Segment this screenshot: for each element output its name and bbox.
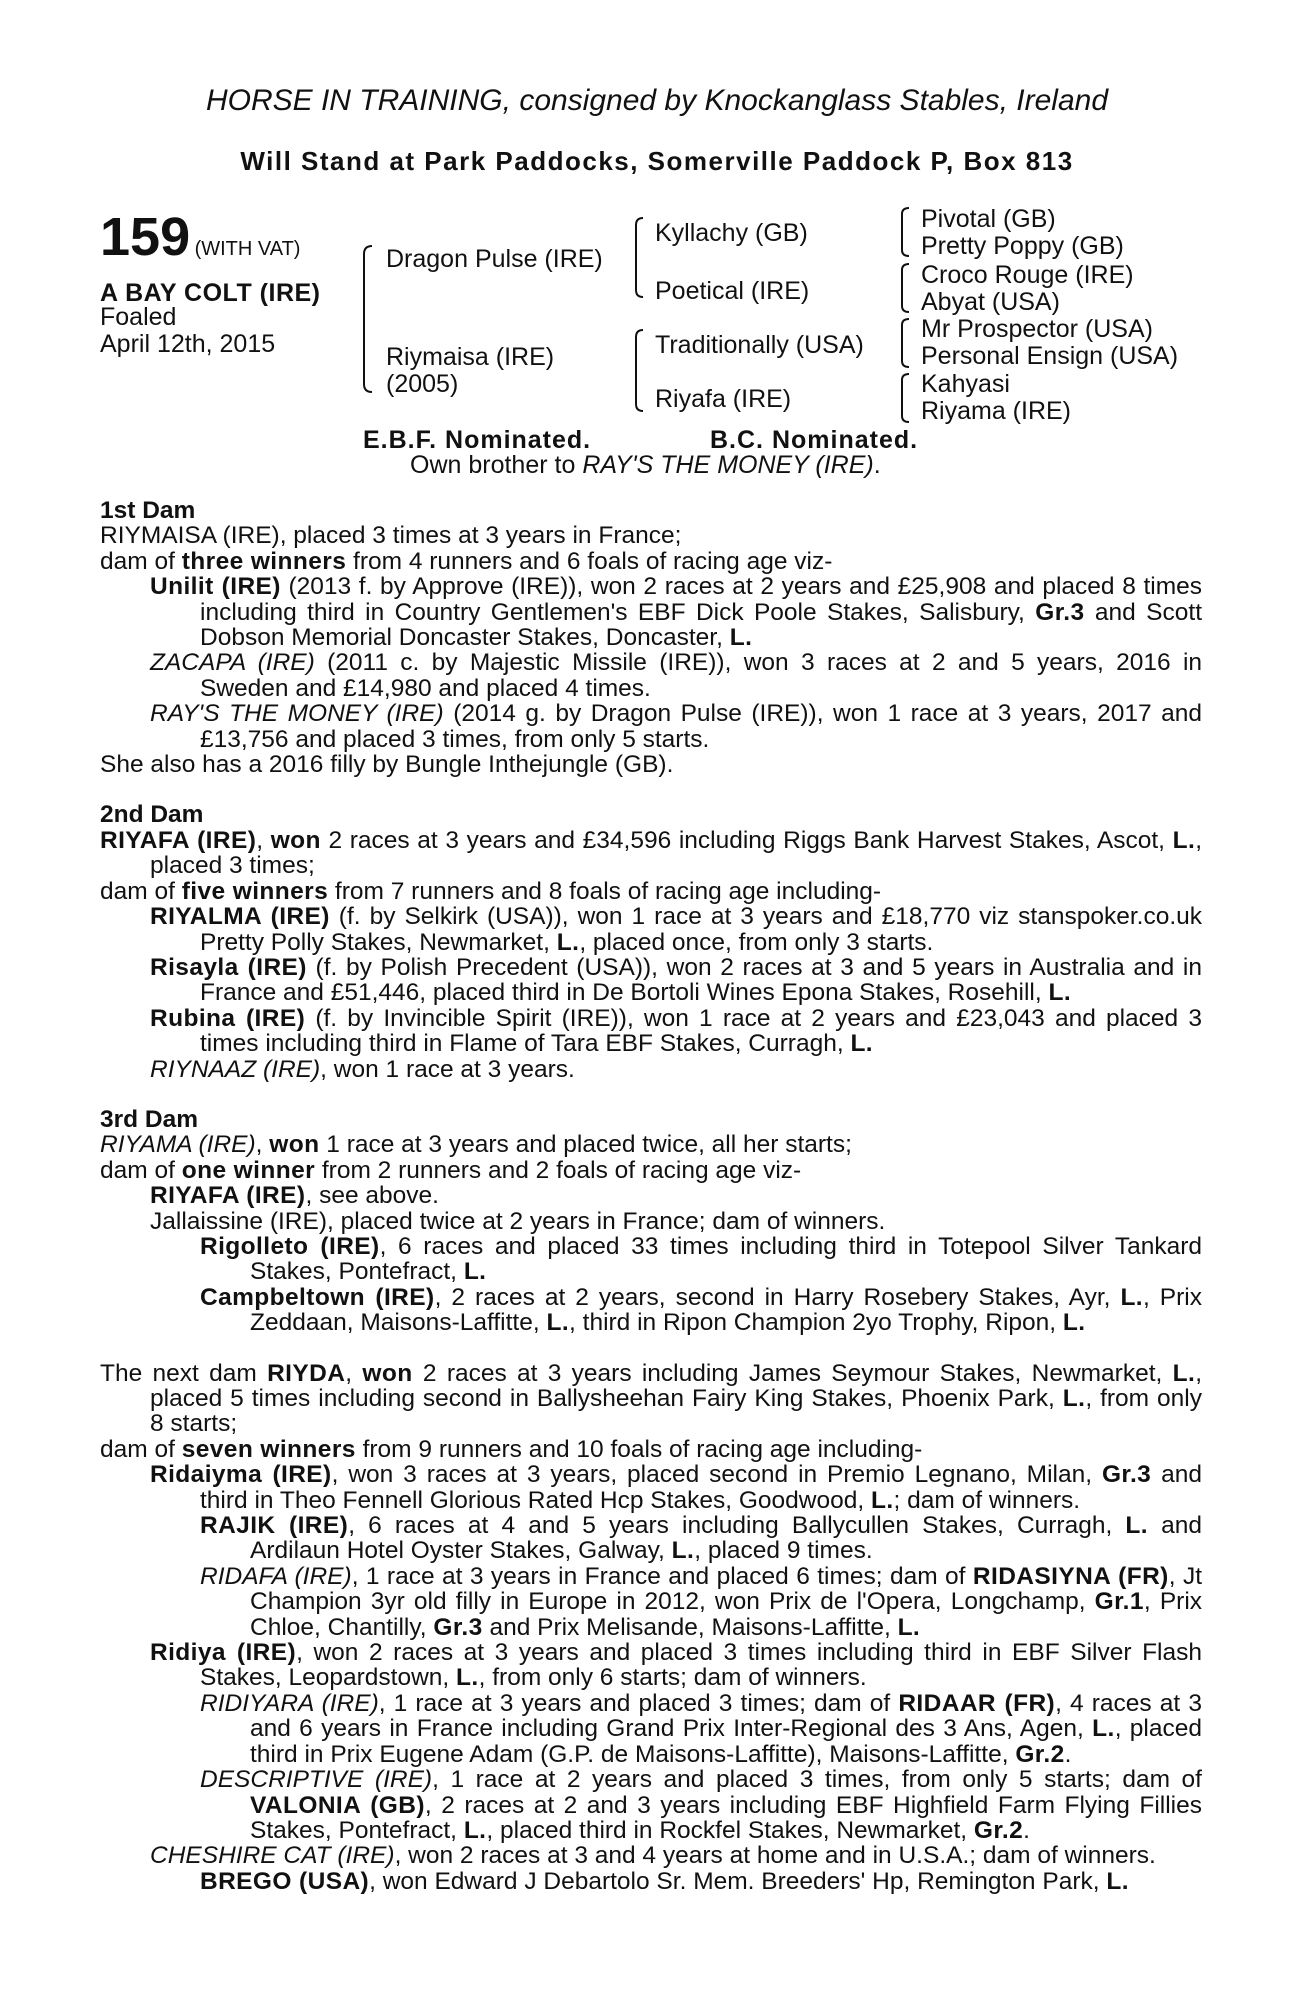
pedigree-bracket-gg1 [898, 206, 912, 258]
horse-description: A BAY COLT (IRE) [100, 279, 321, 307]
pedigree-gg8: Riyama (IRE) [921, 397, 1072, 425]
pedigree-gg3: Croco Rouge (IRE) [921, 261, 1134, 289]
produce-entry: Jallaissine (IRE), placed twice at 2 years in France; dam of winners. [150, 1207, 886, 1235]
pedigree-gg7: Kahyasi [921, 370, 1010, 398]
foaled-date: April 12th, 2015 [100, 330, 276, 358]
produce-entry: Unilit (IRE) (2013 f. by Approve (IRE)), won 2 races at 2 years and £25,908 and placed 8 times including third in Country Gentlemen's EBF Dick Poole Stakes, Salisbury, Gr.3 and Scott Dobson Memorial Doncaster Stakes, Doncaster, L. [150, 573, 1203, 652]
pedigree-dam: Riymaisa (IRE) [386, 343, 555, 371]
own-brother-note: Own brother to RAY'S THE MONEY (IRE). [410, 451, 881, 479]
pedigree-gg2: Pretty Poppy (GB) [921, 232, 1124, 260]
dam-line: RIYAMA (IRE), won 1 race at 3 years and placed twice, all her starts; [100, 1131, 852, 1159]
produce-line: dam of seven winners from 9 runners and 10 foals of racing age including- [100, 1435, 923, 1463]
note-line: She also has a 2016 filly by Bungle Inthejungle (GB). [100, 751, 674, 779]
pedigree-dam-year: (2005) [386, 370, 459, 398]
produce-line: dam of three winners from 4 runners and 6 foals of racing age viz- [100, 547, 833, 575]
produce-line: dam of five winners from 7 runners and 8 foals of racing age including- [100, 877, 882, 905]
pedigree-dam-dam: Riyafa (IRE) [655, 385, 792, 413]
grand-produce-entry: Campbeltown (IRE), 2 races at 2 years, second in Harry Rosebery Stakes, Ayr, L., Prix Zeddaan, Maisons-Laffitte, L., third in Ripon Champion 2yo Trophy, Ripon, L. [200, 1283, 1203, 1337]
pedigree-gg5: Mr Prospector (USA) [921, 315, 1153, 343]
foaled-label: Foaled [100, 303, 177, 331]
stand-location: Will Stand at Park Paddocks, Somerville Paddock P, Box 813 [240, 146, 1074, 176]
dam-line: The next dam RIYDA, won 2 races at 3 years including James Seymour Stakes, Newmarket, L., placed 5 times including second in Ballysheehan Fairy King Stakes, Phoenix Park, L., from only 8 starts; [100, 1359, 1203, 1438]
pedigree-gg4: Abyat (USA) [921, 288, 1060, 316]
lot-number-line [100, 206, 300, 268]
second-dam-section [100, 802, 1202, 1081]
grand-produce-entry: RAJIK (IRE), 6 races at 4 and 5 years including Ballycullen Stakes, Curragh, L. and Ardilaun Hotel Oyster Stakes, Galway, L., placed 9 times. [200, 1512, 1202, 1565]
lot-number: 159 [100, 207, 191, 267]
pedigree-sire: Dragon Pulse (IRE) [386, 245, 603, 273]
grand-produce-entry: BREGO (USA), won Edward J Debartolo Sr. Mem. Breeders' Hp, Remington Park, L. [200, 1867, 1129, 1895]
section-heading: 2nd Dam [100, 801, 204, 829]
third-dam-section [100, 1107, 1202, 1336]
produce-entry: RAY'S THE MONEY (IRE) (2014 g. by Dragon Pulse (IRE)), won 1 race at 3 years, 2017 and £13,756 and placed 3 times, from only 5 starts. [150, 700, 1202, 753]
produce-entry: RIYNAAZ (IRE), won 1 race at 3 years. [150, 1055, 575, 1083]
produce-entry: Ridiya (IRE), won 2 races at 3 years and placed 3 times including third in EBF Silver Flash Stakes, Leopardstown, L., from only 6 starts; dam of winners. [150, 1639, 1202, 1692]
produce-entry: CHESHIRE CAT (IRE), won 2 races at 3 and 4 years at home and in U.S.A.; dam of winners. [150, 1842, 1156, 1870]
pedigree-gg6: Personal Ensign (USA) [921, 342, 1179, 370]
pedigree-bracket-sire-line [632, 216, 646, 300]
produce-entry: Rubina (IRE) (f. by Invincible Spirit (IRE)), won 1 race at 2 years and £23,043 and placed 3 times including third in Flame of Tara EBF Stakes, Curragh, L. [150, 1004, 1202, 1058]
produce-entry: Ridaiyma (IRE), won 3 races at 3 years, placed second in Premio Legnano, Milan, Gr.3 and third in Theo Fennell Glorious Rated Hcp Stakes, Goodwood, L.; dam of winners. [150, 1461, 1203, 1514]
produce-entry: RIYAFA (IRE), see above. [150, 1182, 439, 1210]
produce-entry: Risayla (IRE) (f. by Polish Precedent (USA)), won 2 races at 3 and 5 years in Australia and in France and £51,446, placed third in De Bortoli Wines Epona Stakes, Rosehill, L. [150, 953, 1203, 1007]
pedigree-sire-sire: Kyllachy (GB) [655, 219, 808, 247]
first-dam-section [100, 498, 1202, 777]
ebf-nominated: E.B.F. Nominated. [363, 426, 592, 454]
produce-entry: RIYALMA (IRE) (f. by Selkirk (USA)), won 1 race at 3 years and £18,770 viz stanspoker.co.uk Pretty Polly Stakes, Newmarket, L., placed once, from only 3 starts. [150, 903, 1203, 956]
page-title: HORSE IN TRAINING, consigned by Knockanglass Stables, Ireland [205, 84, 1109, 117]
bc-nominated: B.C. Nominated. [710, 426, 919, 454]
dam-line: RIYMAISA (IRE), placed 3 times at 3 years in France; [100, 522, 682, 550]
dam-line: RIYAFA (IRE), won 2 races at 3 years and £34,596 including Riggs Bank Harvest Stakes, Ascot, L., placed 3 times; [100, 826, 1202, 880]
pedigree-bracket-gg4 [898, 372, 912, 424]
produce-entry: ZACAPA (IRE) (2011 c. by Majestic Missile (IRE)), won 3 races at 2 and 5 years, 2016 in Sweden and £14,980 and placed 4 times. [150, 649, 1203, 702]
section-heading: 1st Dam [100, 497, 196, 524]
pedigree-bracket-parents [360, 244, 376, 394]
pedigree-dam-sire: Traditionally (USA) [655, 331, 864, 359]
grand-produce-entry: Rigolleto (IRE), 6 races and placed 33 times including third in Totepool Silver Tankard Stakes, Pontefract, L. [200, 1232, 1202, 1286]
pedigree-body [100, 498, 1202, 1894]
pedigree-gg1: Pivotal (GB) [921, 205, 1056, 233]
pedigree-bracket-gg2 [898, 262, 912, 314]
grand-produce-entry: DESCRIPTIVE (IRE), 1 race at 2 years and placed 3 times, from only 5 starts; dam of VALONIA (GB), 2 races at 2 and 3 years including EBF Highfield Farm Flying Fillies Stakes, Pontefract, L., placed third in Rockfel Stakes, Newmarket, Gr.2. [200, 1766, 1202, 1844]
grand-produce-entry: RIDIYARA (IRE), 1 race at 3 years and placed 3 times; dam of RIDAAR (FR), 4 races at 3 and 6 years in France including Grand Prix Inter-Regional des 3 Ans, Agen, L., placed third in Prix Eugene Adam (G.P. de Maisons-Laffitte), Maisons-Laffitte, Gr.2. [200, 1689, 1202, 1768]
produce-line: dam of one winner from 2 runners and 2 foals of racing age viz- [100, 1156, 802, 1184]
vat-label: (WITH VAT) [194, 238, 301, 260]
next-dam-section [100, 1361, 1202, 1895]
pedigree-bracket-dam-line [632, 328, 646, 414]
grand-produce-entry: RIDAFA (IRE), 1 race at 3 years in France and placed 6 times; dam of RIDASIYNA (FR), Jt Champion 3yr old filly in Europe in 2012, won Prix de l'Opera, Longchamp, Gr.1, Prix Chloe, Chantilly, Gr.3 and Prix Melisande, Maisons-Laffitte, L. [200, 1562, 1203, 1641]
pedigree-sire-dam: Poetical (IRE) [655, 277, 810, 305]
pedigree-bracket-gg3 [898, 317, 912, 369]
section-heading: 3rd Dam [100, 1105, 199, 1133]
